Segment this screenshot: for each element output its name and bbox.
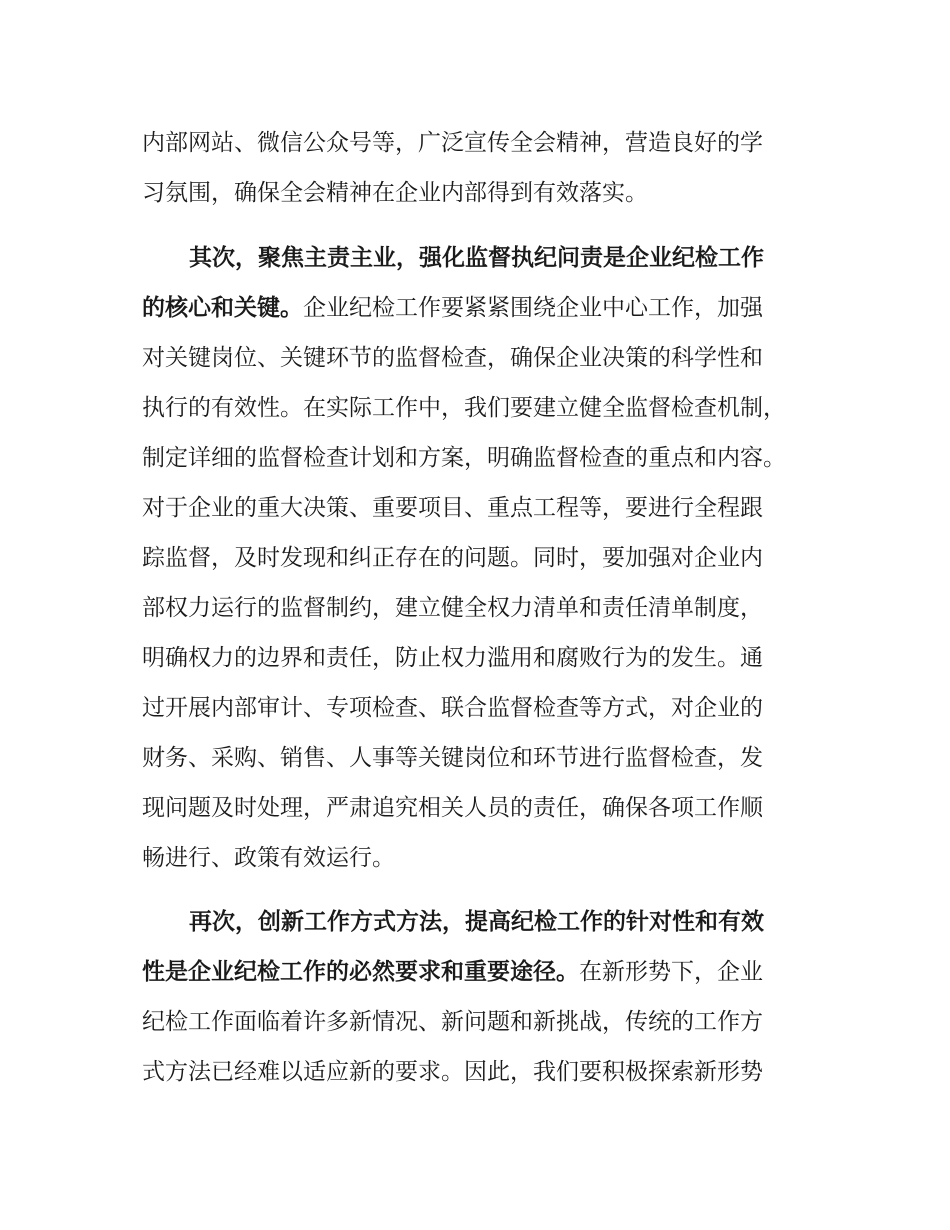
paragraph-2-mixed-line [142, 283, 763, 333]
paragraph-2-line: 部权力运行的监督制约，建立健全权力清单和责任清单制度， [142, 595, 763, 621]
paragraph-2-line: 踪监督，及时发现和纠正存在的问题。同时，要加强对企业内 [142, 545, 763, 571]
paragraph-2-line: 明确权力的边界和责任，防止权力滥用和腐败行为的发生。通 [142, 645, 763, 671]
paragraph-3-line: 式方法已经难以适应新的要求。因此，我们要积极探索新形势 [142, 1059, 763, 1085]
paragraph-2-heading-end: 的核心和关键。 [142, 295, 303, 321]
paragraph-3-line: 纪检工作面临着许多新情况、新问题和新挑战，传统的工作方 [142, 1009, 763, 1035]
paragraph-2-heading-line-1: 其次，聚焦主责主业，强化监督执纪问责是企业纪检工作 [189, 245, 764, 271]
paragraph-2-line: 现问题及时处理，严肃追究相关人员的责任，确保各项工作顺 [142, 795, 763, 821]
paragraph-3-mixed-line [142, 947, 763, 997]
paragraph-2-line: 财务、采购、销售、人事等关键岗位和环节进行监督检查，发 [142, 745, 763, 771]
paragraph-3-body-start: 在新形势下，企业 [579, 959, 763, 985]
paragraph-2-line: 过开展内部审计、专项检查、联合监督检查等方式，对企业的 [142, 695, 763, 721]
paragraph-3-heading-line-1: 再次，创新工作方式方法，提高纪检工作的针对性和有效 [189, 909, 764, 935]
paragraph-2-body-start: 企业纪检工作要紧紧围绕企业中心工作，加强 [303, 295, 763, 321]
paragraph-1-line-1: 内部网站、微信公众号等，广泛宣传全会精神，营造良好的学 [142, 130, 763, 156]
paragraph-1-line-2: 习氛围，确保全会精神在企业内部得到有效落实。 [142, 180, 648, 206]
paragraph-2-line: 对关键岗位、关键环节的监督检查，确保企业决策的科学性和 [142, 345, 763, 371]
paragraph-2-line: 制定详细的监督检查计划和方案，明确监督检查的重点和内容。 [142, 445, 786, 471]
paragraph-2-line: 对于企业的重大决策、重要项目、重点工程等，要进行全程跟 [142, 495, 763, 521]
paragraph-3-heading-end: 性是企业纪检工作的必然要求和重要途径。 [142, 959, 579, 985]
paragraph-2-line: 执行的有效性。在实际工作中，我们要建立健全监督检查机制， [142, 395, 786, 421]
paragraph-2-line: 畅进行、政策有效运行。 [142, 845, 395, 871]
